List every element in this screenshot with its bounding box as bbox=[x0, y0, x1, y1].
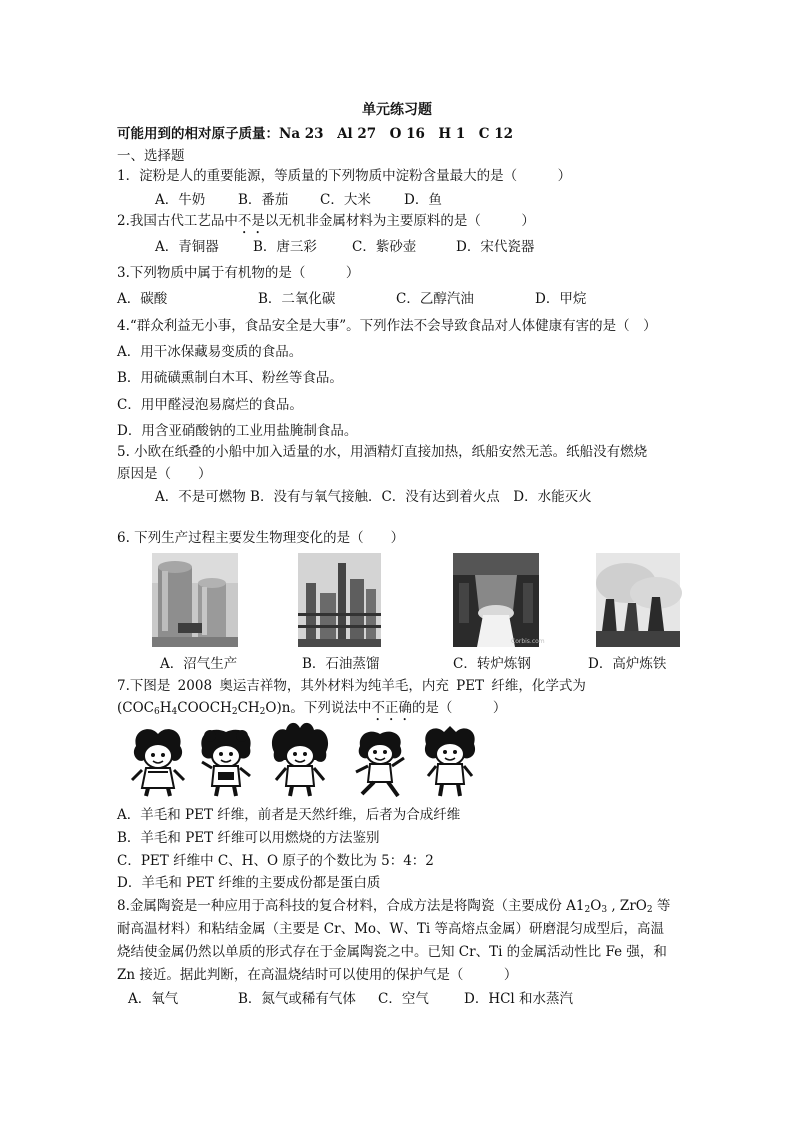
nini-icon bbox=[420, 726, 480, 798]
question-4-option-a: A．用干冰保藏易变质的食品。 bbox=[117, 344, 303, 360]
question-6-option-b: B．石油蒸馏 bbox=[302, 656, 380, 672]
section-heading: 一、选择题 bbox=[117, 148, 185, 164]
question-2-option-c: C．紫砂壶 bbox=[352, 239, 417, 255]
question-7-emphasis: 不正确 bbox=[371, 700, 412, 716]
oil-refinery-photo bbox=[298, 553, 381, 647]
question-1-option-b: B．番茄 bbox=[238, 192, 289, 208]
question-2-option-a: A．青铜器 bbox=[155, 239, 219, 255]
question-8-line3: 烧结使金属仍然以单质的形式存在于金属陶瓷之中。已知 Cr、Ti 的金属活动性比 Fe 强，和 bbox=[117, 944, 667, 960]
question-3-option-c: C．乙醇汽油 bbox=[396, 291, 474, 307]
yingying-icon bbox=[350, 728, 410, 800]
question-1-stem: 1．淀粉是人的重要能源，等质量的下列物质中淀粉含量最大的是（ ） bbox=[117, 168, 572, 184]
atomic-mass-line: 可能用到的相对原子质量：Na 23 Al 27 O 16 H 1 C 12 bbox=[117, 126, 513, 142]
question-6-option-d: D．高炉炼铁 bbox=[588, 656, 667, 672]
question-6-option-c: C．转炉炼钢 bbox=[453, 656, 531, 672]
question-7-stem-line2: $(COC_6H_4COOCH_2CH_2O)n$。下列说法中不正确的是（ ） bbox=[117, 700, 507, 717]
question-7-stem-line1: 7.下图是 2008 奥运吉祥物，其外材料为纯羊毛，内充 PET 纤维，化学式为 bbox=[117, 678, 586, 694]
question-2-emphasis: 不是 bbox=[237, 213, 265, 229]
question-4-option-d: D．用含亚硝酸钠的工业用盐腌制食品。 bbox=[117, 423, 358, 439]
question-5-options: A．不是可燃物 B．没有与氧气接触．C．没有达到着火点 D．水能灭火 bbox=[155, 489, 592, 505]
question-3-option-a: A．碳酸 bbox=[117, 291, 168, 307]
question-8-option-a: A．氧气 bbox=[128, 991, 179, 1007]
question-5-stem-line2: 原因是（ ） bbox=[117, 466, 212, 482]
question-8-line4: Zn 接近。据此判断，在高温烧结时可以使用的保护气是（ ） bbox=[117, 967, 518, 983]
photo-watermark: Corbis.com bbox=[511, 638, 545, 645]
blast-furnace-photo bbox=[596, 553, 680, 647]
question-7-option-d: D．羊毛和 PET 纤维的主要成份都是蛋白质 bbox=[117, 875, 381, 891]
question-4-stem: 4.“群众利益无小事，食品安全是大事”。下列作法不会导致食品对人体健康有害的是（ ） bbox=[117, 318, 657, 334]
question-8-option-c: C．空气 bbox=[378, 991, 429, 1007]
question-8-option-b: B．氮气或稀有气体 bbox=[238, 991, 356, 1007]
question-3-stem: 3.下列物质中属于有机物的是（ ） bbox=[117, 265, 360, 281]
question-7-option-c: C．PET 纤维中 C、H、O 原子的个数比为 5：4：2 bbox=[117, 853, 434, 869]
beibei-icon bbox=[128, 726, 188, 798]
question-8-line1: 8.金属陶瓷是一种应用于高科技的复合材料，合成方法是将陶瓷（主要成份 $A1_2O_3$ , ZrO$_2$ 等 bbox=[117, 898, 671, 915]
converter-furnace-photo bbox=[453, 553, 545, 647]
question-1-option-a: A．牛奶 bbox=[155, 192, 206, 208]
question-6-stem: 6. 下列生产过程主要发生物理变化的是（ ） bbox=[117, 530, 405, 546]
question-3-option-d: D．甲烷 bbox=[535, 291, 587, 307]
question-1-option-c: C．大米 bbox=[320, 192, 371, 208]
question-3-option-b: B．二氧化碳 bbox=[258, 291, 336, 307]
question-5-stem-line1: 5. 小欧在纸叠的小船中加入适量的水，用酒精灯直接加热，纸船安然无恙。纸船没有燃烧 bbox=[117, 444, 648, 460]
question-2-stem: 2.我国古代工艺品中不是以无机非金属材料为主要原料的是（ ） bbox=[117, 213, 535, 229]
question-7-option-b: B．羊毛和 PET 纤维可以用燃烧的方法鉴别 bbox=[117, 830, 380, 846]
huanhuan-icon bbox=[268, 722, 332, 798]
page-title: 单元练习题 bbox=[362, 102, 432, 118]
jingjing-icon bbox=[196, 726, 256, 798]
question-8-option-d: D．HCl 和水蒸汽 bbox=[464, 991, 574, 1007]
question-2-option-d: D．宋代瓷器 bbox=[456, 239, 535, 255]
question-6-option-a: A．沼气生产 bbox=[160, 656, 238, 672]
question-4-option-b: B．用硫磺熏制白木耳、粉丝等食品。 bbox=[117, 370, 343, 386]
biogas-plant-photo bbox=[152, 553, 238, 647]
question-7-option-a: A．羊毛和 PET 纤维，前者是天然纤维，后者为合成纤维 bbox=[117, 807, 461, 823]
question-1-option-d: D．鱼 bbox=[404, 192, 442, 208]
question-8-line2: 耐高温材料）和粘结金属（主要是 Cr、Mo、W、Ti 等高熔点金属）研磨混匀成型后，高温 bbox=[117, 921, 665, 937]
question-2-option-b: B．唐三彩 bbox=[253, 239, 317, 255]
question-4-option-c: C．用甲醛浸泡易腐烂的食品。 bbox=[117, 397, 303, 413]
